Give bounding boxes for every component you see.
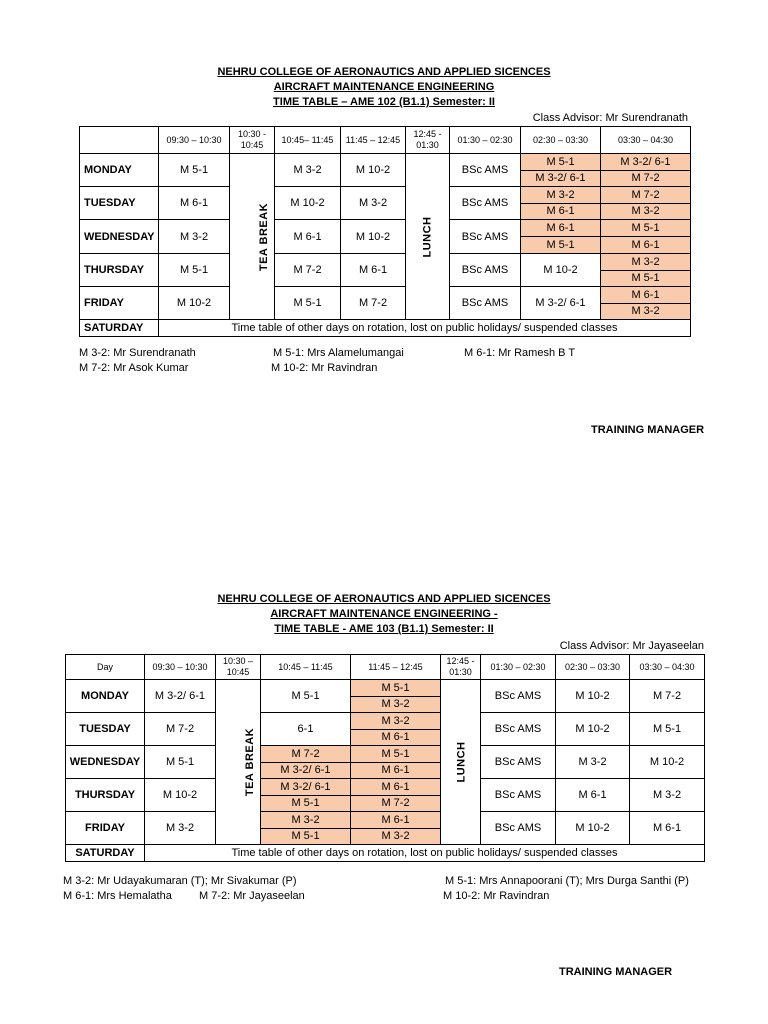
timetable-2 xyxy=(65,654,705,862)
saturday-row xyxy=(80,320,691,337)
slot-0330-part-2: M 5-1 xyxy=(601,270,690,287)
slot-0130: BSc AMS xyxy=(481,713,556,746)
header-row xyxy=(80,127,691,154)
header-slot-8: 03:30 – 04:30 xyxy=(630,655,705,680)
slot-0330-part-1: M 3-2 xyxy=(601,254,690,270)
slot-1145-part-1: M 3-2 xyxy=(351,713,440,729)
header-slot-5: 12:45 - 01:30 xyxy=(406,127,450,154)
slot-0230: M 10-2 xyxy=(556,680,630,713)
slot-1045: M 6-1 xyxy=(275,220,341,254)
saturday-note: Time table of other days on rotation, lost on public holidays/ suspended classes xyxy=(159,320,691,337)
slot-0230 xyxy=(521,220,601,254)
header-slot-7: 02:30 – 03:30 xyxy=(556,655,630,680)
training-manager-signature-2: TRAINING MANAGER xyxy=(559,966,673,978)
slot-0330: M 5-1 xyxy=(630,713,705,746)
slot-0130: BSc AMS xyxy=(481,680,556,713)
slot-0330 xyxy=(601,220,691,254)
header-slot-6: 01:30 – 02:30 xyxy=(450,127,521,154)
class-advisor-2: Class Advisor: Mr Jayaseelan xyxy=(559,640,704,652)
slot-0130: BSc AMS xyxy=(450,154,521,187)
day-row xyxy=(80,187,691,220)
slot-0130: BSc AMS xyxy=(481,779,556,812)
slot-1045-part-1: M 3-2/ 6-1 xyxy=(261,779,350,795)
slot-0330-part-1: M 3-2/ 6-1 xyxy=(601,154,690,170)
college-title-2: NEHRU COLLEGE OF AERONAUTICS AND APPLIED SICENCES xyxy=(217,593,551,605)
day-row xyxy=(80,220,691,254)
college-title-1: NEHRU COLLEGE OF AERONAUTICS AND APPLIED SICENCES xyxy=(217,66,551,78)
tea-break-cell-label: TEA BREAK xyxy=(258,202,271,271)
slot-1145 xyxy=(351,746,441,779)
slot-0230: M 10-2 xyxy=(556,713,630,746)
slot-0230-part-1: M 5-1 xyxy=(521,154,600,170)
slot-0930: M 3-2 xyxy=(145,812,216,845)
slot-0330: M 7-2 xyxy=(630,680,705,713)
slot-1045: M 5-1 xyxy=(261,680,351,713)
slot-0930: M 3-2 xyxy=(159,220,230,254)
slot-0330: M 10-2 xyxy=(630,746,705,779)
day-label: TUESDAY xyxy=(66,713,145,746)
slot-0330-part-2: M 3-2 xyxy=(601,303,690,320)
slot-1045: M 10-2 xyxy=(275,187,341,220)
slot-1145: M 10-2 xyxy=(341,220,406,254)
lunch-cell-label: LUNCH xyxy=(455,741,468,783)
lunch-cell-label: LUNCH xyxy=(421,216,434,257)
slot-0330: M 6-1 xyxy=(630,812,705,845)
slot-1045-part-2: M 5-1 xyxy=(261,795,350,812)
slot-0330 xyxy=(601,254,691,287)
day-label: TUESDAY xyxy=(80,187,159,220)
department-title-1: AIRCRAFT MAINTENANCE ENGINEERING xyxy=(273,81,495,93)
lunch-cell xyxy=(441,680,481,845)
faculty-key-1c: M 6-1: Mr Ramesh B T xyxy=(464,347,576,359)
day-label: FRIDAY xyxy=(80,287,159,320)
lunch-cell xyxy=(406,154,450,320)
faculty-key-2a: M 3-2: Mr Udayakumaran (T); Mr Sivakumar (P) xyxy=(63,875,297,887)
slot-0230-part-2: M 5-1 xyxy=(521,236,600,253)
slot-0930: M 3-2/ 6-1 xyxy=(145,680,216,713)
timetable-title-2: TIME TABLE - AME 103 (B1.1) Semester: II xyxy=(274,623,494,635)
slot-1145-part-1: M 6-1 xyxy=(351,779,440,795)
department-title-2: AIRCRAFT MAINTENANCE ENGINEERING - xyxy=(270,608,498,620)
faculty-key-1d: M 7-2: Mr Asok Kumar xyxy=(79,362,189,374)
slot-0130: BSc AMS xyxy=(450,187,521,220)
slot-0330-part-1: M 5-1 xyxy=(601,220,690,236)
day-label: SATURDAY xyxy=(80,320,159,337)
header-slot-8: 03:30 – 04:30 xyxy=(601,127,691,154)
day-row xyxy=(80,154,691,187)
faculty-key-1b: M 5-1: Mrs Alamelumangai xyxy=(273,347,404,359)
tea-break-cell xyxy=(216,680,261,845)
slot-0930: M 5-1 xyxy=(145,746,216,779)
slot-0930: M 10-2 xyxy=(145,779,216,812)
day-label: THURSDAY xyxy=(66,779,145,812)
slot-0330 xyxy=(601,187,691,220)
header-slot-5: 12:45 - 01:30 xyxy=(441,655,481,680)
timetable-title-1: TIME TABLE – AME 102 (B1.1) Semester: II xyxy=(273,96,495,108)
slot-0230: M 10-2 xyxy=(521,254,601,287)
header-slot-1: 09:30 – 10:30 xyxy=(159,127,230,154)
day-row xyxy=(66,713,705,746)
saturday-row xyxy=(66,845,705,862)
slot-1045-part-2: M 5-1 xyxy=(261,828,350,845)
faculty-key-2e: M 10-2: Mr Ravindran xyxy=(443,890,550,902)
faculty-key-2c: M 6-1: Mrs Hemalatha xyxy=(63,890,172,902)
slot-1045 xyxy=(261,779,351,812)
slot-0230-part-2: M 6-1 xyxy=(521,203,600,220)
slot-0930: M 7-2 xyxy=(145,713,216,746)
faculty-key-1a: M 3-2: Mr Surendranath xyxy=(79,347,196,359)
slot-1145-part-2: M 6-1 xyxy=(351,729,440,746)
slot-1145-part-2: M 3-2 xyxy=(351,696,440,713)
slot-0330: M 3-2 xyxy=(630,779,705,812)
day-row xyxy=(80,254,691,287)
day-label: FRIDAY xyxy=(66,812,145,845)
slot-0230: M 3-2/ 6-1 xyxy=(521,287,601,320)
slot-0130: BSc AMS xyxy=(450,254,521,287)
slot-1045-part-2: M 3-2/ 6-1 xyxy=(261,762,350,779)
day-label: SATURDAY xyxy=(66,845,145,862)
slot-0230-part-1: M 6-1 xyxy=(521,220,600,236)
slot-0130: BSc AMS xyxy=(481,812,556,845)
slot-1145-part-2: M 3-2 xyxy=(351,828,440,845)
slot-1045: M 3-2 xyxy=(275,154,341,187)
day-label: MONDAY xyxy=(66,680,145,713)
slot-1145: M 7-2 xyxy=(341,287,406,320)
header-slot-3: 10:45– 11:45 xyxy=(275,127,341,154)
slot-0230-part-1: M 3-2 xyxy=(521,187,600,203)
header-slot-7: 02:30 – 03:30 xyxy=(521,127,601,154)
header-slot-3: 10:45 – 11:45 xyxy=(261,655,351,680)
slot-0130: BSc AMS xyxy=(450,220,521,254)
day-row xyxy=(66,746,705,779)
day-label: THURSDAY xyxy=(80,254,159,287)
faculty-key-2b: M 5-1: Mrs Annapoorani (T); Mrs Durga Santhi (P) xyxy=(445,875,689,887)
header-slot-4: 11:45 – 12:45 xyxy=(351,655,441,680)
slot-0930: M 10-2 xyxy=(159,287,230,320)
slot-1145-part-1: M 6-1 xyxy=(351,812,440,828)
slot-1045: M 7-2 xyxy=(275,254,341,287)
faculty-key-1e: M 10-2: Mr Ravindran xyxy=(271,362,378,374)
slot-1045-part-1: M 3-2 xyxy=(261,812,350,828)
slot-1045 xyxy=(261,746,351,779)
slot-0330-part-1: M 7-2 xyxy=(601,187,690,203)
slot-1045: M 5-1 xyxy=(275,287,341,320)
header-blank xyxy=(80,127,159,154)
slot-1145-part-1: M 5-1 xyxy=(351,680,440,696)
slot-1145-part-2: M 6-1 xyxy=(351,762,440,779)
tea-break-cell-label: TEA BREAK xyxy=(244,727,257,797)
day-row xyxy=(66,812,705,845)
header-slot-1: 09:30 – 10:30 xyxy=(145,655,216,680)
day-label: WEDNESDAY xyxy=(66,746,145,779)
slot-1145: M 6-1 xyxy=(341,254,406,287)
timetable-1 xyxy=(79,126,691,337)
day-label: WEDNESDAY xyxy=(80,220,159,254)
slot-0230-part-2: M 3-2/ 6-1 xyxy=(521,170,600,187)
slot-0230 xyxy=(521,187,601,220)
saturday-note: Time table of other days on rotation, lost on public holidays/ suspended classes xyxy=(145,845,705,862)
slot-0930: M 5-1 xyxy=(159,254,230,287)
header-slot-2: 10:30 - 10:45 xyxy=(230,127,275,154)
header-slot-4: 11:45 – 12:45 xyxy=(341,127,406,154)
slot-0330-part-2: M 3-2 xyxy=(601,203,690,220)
class-advisor-1: Class Advisor: Mr Surendranath xyxy=(532,112,688,124)
slot-0330-part-2: M 7-2 xyxy=(601,170,690,187)
slot-0230: M 10-2 xyxy=(556,812,630,845)
tea-break-cell xyxy=(230,154,275,320)
slot-1145-part-1: M 5-1 xyxy=(351,746,440,762)
slot-0930: M 5-1 xyxy=(159,154,230,187)
day-label: MONDAY xyxy=(80,154,159,187)
header-slot-6: 01:30 – 02:30 xyxy=(481,655,556,680)
slot-0230: M 6-1 xyxy=(556,779,630,812)
slot-1145 xyxy=(351,713,441,746)
slot-1145 xyxy=(351,779,441,812)
header-row xyxy=(66,655,705,680)
slot-1145: M 3-2 xyxy=(341,187,406,220)
slot-1145: M 10-2 xyxy=(341,154,406,187)
header-slot-2: 10:30 – 10:45 xyxy=(216,655,261,680)
faculty-key-2d: M 7-2: Mr Jayaseelan xyxy=(199,890,305,902)
slot-0130: BSc AMS xyxy=(450,287,521,320)
day-row xyxy=(66,680,705,713)
slot-1045-part-1: M 7-2 xyxy=(261,746,350,762)
slot-1145-part-2: M 7-2 xyxy=(351,795,440,812)
slot-0330 xyxy=(601,154,691,187)
day-row xyxy=(80,287,691,320)
slot-1045: 6-1 xyxy=(261,713,351,746)
slot-0330-part-1: M 6-1 xyxy=(601,287,690,303)
slot-1145 xyxy=(351,680,441,713)
header-day: Day xyxy=(66,655,145,680)
slot-1145 xyxy=(351,812,441,845)
slot-0930: M 6-1 xyxy=(159,187,230,220)
slot-0130: BSc AMS xyxy=(481,746,556,779)
training-manager-signature-1: TRAINING MANAGER xyxy=(591,424,705,436)
slot-0330-part-2: M 6-1 xyxy=(601,236,690,253)
slot-0230 xyxy=(521,154,601,187)
slot-0330 xyxy=(601,287,691,320)
day-row xyxy=(66,779,705,812)
slot-1045 xyxy=(261,812,351,845)
slot-0230: M 3-2 xyxy=(556,746,630,779)
